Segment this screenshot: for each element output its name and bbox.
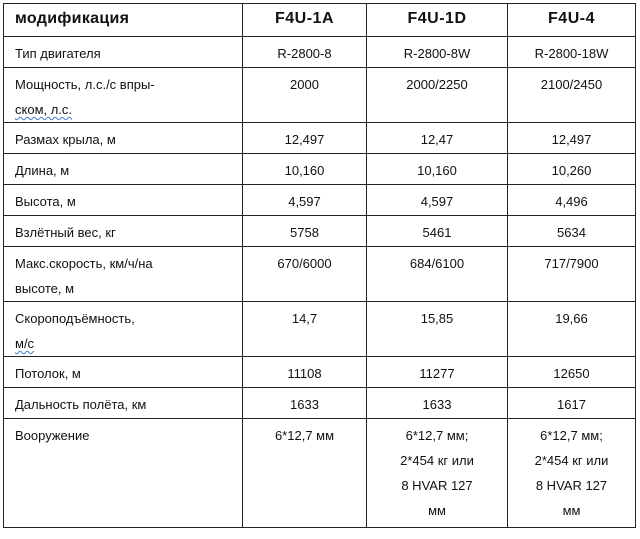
cell-f4u-1d <box>367 154 508 185</box>
label-line <box>15 331 238 356</box>
cell-f4u-4 <box>508 357 636 388</box>
cell-value: 4,597 <box>288 194 321 209</box>
cell-value: 2*454 кг или <box>400 453 474 468</box>
label-line: Макс.скорость, км/ч/на <box>15 256 153 271</box>
cell-value: 5634 <box>557 225 586 240</box>
spec-table-container <box>3 3 635 528</box>
cell-f4u-4 <box>508 154 636 185</box>
cell-value: 1617 <box>557 397 586 412</box>
header-f4u-1d: F4U-1D <box>367 4 508 37</box>
cell-f4u-4 <box>508 419 636 528</box>
table-row <box>4 357 636 388</box>
table-row <box>4 68 636 123</box>
cell-value: 4,496 <box>555 194 588 209</box>
table-row <box>4 37 636 68</box>
header-f4u-4: F4U-4 <box>508 4 636 37</box>
cell-value: 4,597 <box>420 194 454 209</box>
label-line: Мощность, л.с./с впры- <box>15 77 155 92</box>
cell-value: 6*12,7 мм; <box>540 428 603 443</box>
cell-value: 2*454 кг или <box>534 453 609 468</box>
cell-f4u-4 <box>508 37 636 68</box>
label-line: Потолок, м <box>15 366 81 381</box>
cell-value: 5461 <box>422 225 452 240</box>
cell-f4u-1d <box>367 68 508 123</box>
row-label-wingspan <box>4 123 243 154</box>
cell-value: 15,85 <box>420 311 454 326</box>
cell-f4u-1a <box>243 123 367 154</box>
table-row <box>4 154 636 185</box>
cell-f4u-1d <box>367 37 508 68</box>
row-label-ceiling <box>4 357 243 388</box>
cell-value: 14,7 <box>291 311 318 326</box>
label-line-underlined: ском, л.с. <box>15 102 73 117</box>
row-label-armament <box>4 419 243 528</box>
label-line: Дальность полёта, км <box>15 397 147 412</box>
cell-value: 10,160 <box>417 163 457 178</box>
table-row <box>4 388 636 419</box>
row-label-max-speed <box>4 247 243 302</box>
cell-value: 12,497 <box>551 132 592 147</box>
header-row <box>4 4 636 37</box>
cell-f4u-1a <box>243 357 367 388</box>
cell-f4u-1d <box>367 216 508 247</box>
cell-f4u-1a <box>243 68 367 123</box>
table-row <box>4 419 636 528</box>
row-label-range <box>4 388 243 419</box>
row-label-climb-rate <box>4 302 243 357</box>
cell-value: 10,160 <box>284 163 325 178</box>
cell-value: мм <box>428 503 446 518</box>
cell-value: 12,47 <box>420 132 454 147</box>
cell-f4u-1d <box>367 247 508 302</box>
cell-f4u-1a <box>243 419 367 528</box>
cell-value: 8 HVAR 127 <box>535 478 608 493</box>
label-line-underlined: м/с <box>15 336 35 351</box>
cell-value: 6*12,7 мм <box>274 428 335 443</box>
header-f4u-1a: F4U-1A <box>243 4 367 37</box>
cell-f4u-1a <box>243 154 367 185</box>
cell-value: 670/6000 <box>277 256 332 271</box>
cell-value: 1633 <box>422 397 452 412</box>
row-label-takeoff-weight <box>4 216 243 247</box>
cell-f4u-1d <box>367 302 508 357</box>
table-row <box>4 302 636 357</box>
cell-f4u-4 <box>508 247 636 302</box>
cell-value: 11108 <box>287 366 322 381</box>
cell-value: 12,497 <box>284 132 325 147</box>
cell-value: мм <box>562 503 581 518</box>
table-row <box>4 185 636 216</box>
cell-f4u-1a <box>243 302 367 357</box>
cell-value: 19,66 <box>555 311 588 326</box>
label-line <box>15 97 238 122</box>
cell-f4u-4 <box>508 302 636 357</box>
row-label-power <box>4 68 243 123</box>
label-line: Тип двигателя <box>15 46 101 61</box>
cell-value: 1633 <box>290 397 319 412</box>
row-label-engine <box>4 37 243 68</box>
cell-value: 2000/2250 <box>406 77 468 92</box>
cell-f4u-4 <box>508 123 636 154</box>
cell-f4u-1a <box>243 247 367 302</box>
cell-f4u-1d <box>367 357 508 388</box>
cell-f4u-1d <box>367 419 508 528</box>
cell-f4u-1a <box>243 388 367 419</box>
label-line: высоте, м <box>15 281 75 296</box>
cell-value: R-2800-18W <box>534 46 609 61</box>
label-line: Взлётный вес, кг <box>15 225 116 240</box>
cell-value: R-2800-8 <box>277 46 332 61</box>
row-label-height <box>4 185 243 216</box>
cell-f4u-1d <box>367 123 508 154</box>
cell-value: 11277 <box>419 366 455 381</box>
label-line: Скороподъёмность, <box>15 311 135 326</box>
cell-value: R-2800-8W <box>403 46 471 61</box>
cell-f4u-1d <box>367 388 508 419</box>
cell-value: 2100/2450 <box>540 77 603 92</box>
label-line: Высота, м <box>15 194 76 209</box>
cell-value: 717/7900 <box>544 256 599 271</box>
cell-value: 10,260 <box>551 163 592 178</box>
cell-f4u-4 <box>508 216 636 247</box>
cell-f4u-1a <box>243 185 367 216</box>
label-line: Длина, м <box>15 163 70 178</box>
label-line: Вооружение <box>15 428 90 443</box>
cell-f4u-1a <box>243 216 367 247</box>
cell-f4u-1d <box>367 185 508 216</box>
table-row <box>4 247 636 302</box>
spec-table <box>3 3 636 528</box>
table-row <box>4 216 636 247</box>
table-row <box>4 123 636 154</box>
row-label-length <box>4 154 243 185</box>
label-line: Размах крыла, м <box>15 132 116 147</box>
cell-value: 684/6100 <box>409 256 465 271</box>
cell-value: 6*12,7 мм; <box>405 428 469 443</box>
cell-value: 2000 <box>290 77 319 92</box>
cell-f4u-4 <box>508 185 636 216</box>
cell-f4u-4 <box>508 388 636 419</box>
cell-f4u-4 <box>508 68 636 123</box>
header-modification: модификация <box>4 4 243 37</box>
cell-value: 12650 <box>553 366 590 381</box>
cell-value: 5758 <box>290 225 319 240</box>
cell-value: 8 HVAR 127 <box>401 478 473 493</box>
cell-f4u-1a <box>243 37 367 68</box>
